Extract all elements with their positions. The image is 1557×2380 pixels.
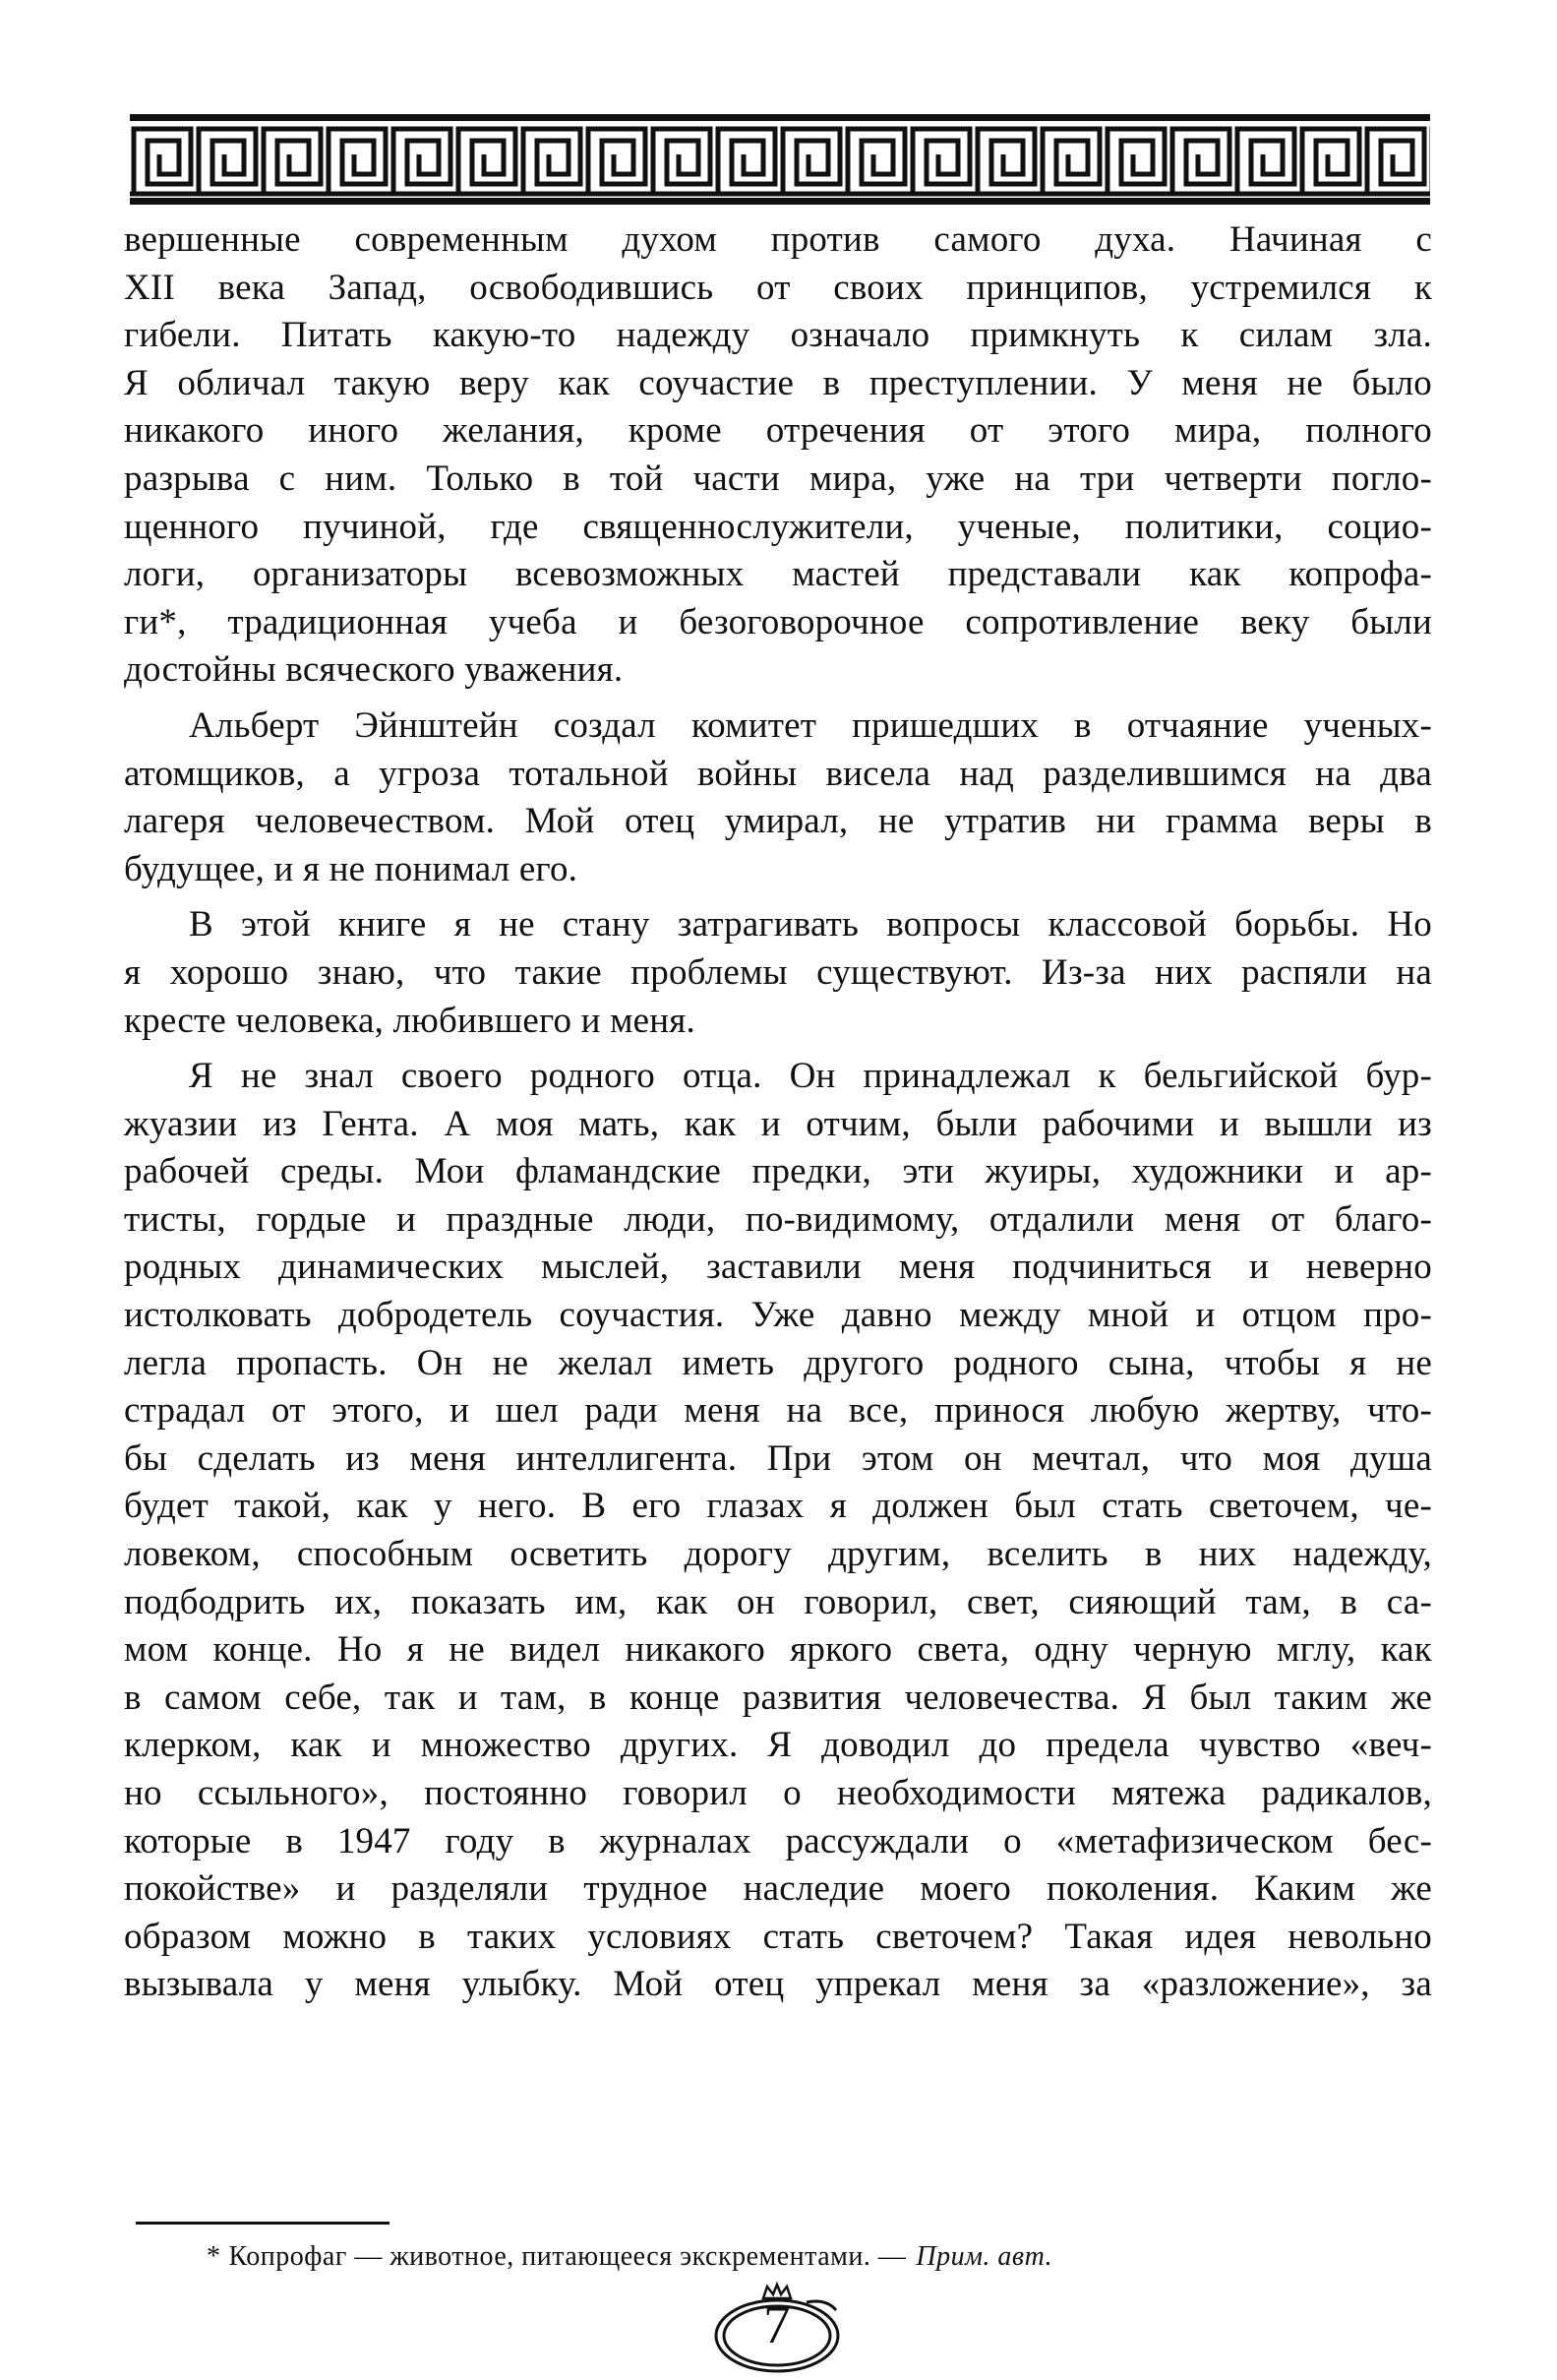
text-line: подбодрить их, показать им, как он говорил, свет, сияющий там, в са- <box>124 1581 1432 1622</box>
text-line: рабочей среды. Мои фламандские предки, эти жуиры, художники и ар- <box>124 1151 1432 1192</box>
greek-key-border-icon <box>130 121 1430 198</box>
text-line: Я обличал такую веру как соучастие в преступлении. У меня не было <box>124 362 1432 403</box>
footnote-divider <box>136 2222 389 2225</box>
text-line: тисты, гордые и праздные люди, по-видимому, отдалили меня от благо- <box>124 1198 1432 1240</box>
text-line: Альберт Эйнштейн создал комитет пришедших в отчаяние ученых- <box>189 704 1432 746</box>
paragraph-3 <box>124 901 1432 1045</box>
footnote-text: Копрофаг — животное, питающееся экскрементами. — <box>228 2241 907 2272</box>
greek-key-border <box>130 114 1430 205</box>
text-line: В этой книге я не стану затрагивать вопросы классовой борьбы. Но <box>189 904 1432 946</box>
text-line: разрыва с ним. Только в той части мира, уже на три четверти погло- <box>124 458 1432 499</box>
text-line: бы сделать из меня интеллигента. При этом он мечтал, что моя душа <box>124 1437 1432 1479</box>
text-line: будет такой, как у него. В его глазах я должен был стать светочем, че- <box>124 1486 1432 1527</box>
text-line: в самом себе, так и там, в конце развития человечества. Я был таким же <box>124 1677 1432 1718</box>
footnote <box>207 2241 1052 2273</box>
text-line: щенного пучиной, где священнослужители, ученые, политики, социо- <box>124 506 1432 547</box>
footnote-marker: * <box>207 2241 221 2272</box>
text-line: истолковать добродетель соучастия. Уже давно между мной и отцом про- <box>124 1295 1432 1336</box>
text-line: но ссыльного», постоянно говорил о необходимости мятежа радикалов, <box>124 1773 1432 1813</box>
text-line: гибели. Питать какую-то надежду означало примкнуть к силам зла. <box>124 315 1432 356</box>
text-line: Я не знал своего родного отца. Он принадлежал к бельгийской бур- <box>189 1056 1432 1097</box>
text-line: покойстве» и разделяли трудное наследие моего поколения. Каким же <box>124 1868 1432 1910</box>
paragraph-4 <box>124 1053 1432 2009</box>
text-line: страдал от этого, и шел ради меня на все, принося любую жертву, что- <box>124 1390 1432 1432</box>
text-line: родных динамических мыслей, заставили меня подчиниться и неверно <box>124 1247 1432 1288</box>
text-line: вызывала у меня улыбку. Мой отец упрекал меня за «разложение», за <box>124 1964 1432 2005</box>
page-number: 7 <box>763 2294 791 2355</box>
text-line: достойны всяческого уважения. <box>124 649 624 691</box>
paragraph-2 <box>124 702 1432 893</box>
text-line: я хорошо знаю, что такие проблемы существуют. Из-за них распяли на <box>124 951 1432 993</box>
text-line: ги*, традиционная учеба и безоговорочное сопротивление веку были <box>124 601 1432 642</box>
text-line: вершенные современным духом против самого духа. Начиная с <box>124 219 1432 260</box>
text-line: XII века Запад, освободившись от своих принципов, устремился к <box>124 267 1432 308</box>
text-line: жуазии из Гента. А моя мать, как и отчим, были рабочими и вышли из <box>124 1103 1432 1144</box>
text-line: никакого иного желания, кроме отречения от этого мира, полного <box>124 410 1432 452</box>
text-line: логи, организаторы всевозможных мастей представали как копрофа- <box>124 554 1432 595</box>
text-line: атомщиков, а угроза тотальной войны висела над разделившимся на два <box>124 753 1432 794</box>
text-line: ловеком, способным осветить дорогу другим, вселить в них надежду, <box>124 1534 1432 1575</box>
text-line: которые в 1947 году в журналах рассуждали о «метафизическом бес- <box>124 1820 1432 1861</box>
text-line: образом можно в таких условиях стать светочем? Такая идея невольно <box>124 1916 1432 1957</box>
text-line: клерком, как и множество других. Я доводил до предела чувство «веч- <box>124 1725 1432 1766</box>
footnote-note: Прим. авт. <box>916 2241 1053 2272</box>
paragraph-1 <box>124 216 1432 695</box>
text-line: кресте человека, любившего и меня. <box>124 1000 695 1041</box>
text-line: лагеря человечеством. Мой отец умирал, не утратив ни грамма веры в <box>124 801 1432 842</box>
text-line: будущее, и я не понимал его. <box>124 848 578 889</box>
text-line: легла пропасть. Он не желал иметь другого родного сына, чтобы я не <box>124 1342 1432 1383</box>
text-line: мом конце. Но я не видел никакого яркого света, одну черную мглу, как <box>124 1629 1432 1671</box>
main-text <box>124 216 1432 2009</box>
